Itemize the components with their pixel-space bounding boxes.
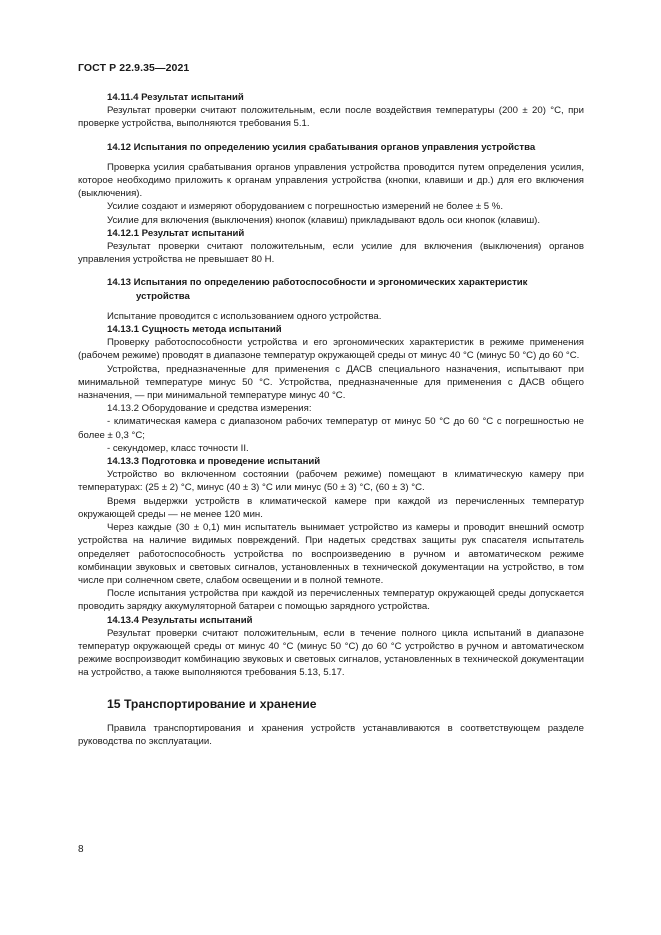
heading-14-13-1: 14.13.1 Сущность метода испытаний [107, 324, 282, 336]
heading-14-12: 14.12 Испытания по определению усилия срабатывания органов управления устройства [107, 141, 536, 153]
list-item: - секундомер, класс точности II. [107, 442, 249, 454]
heading-14-12-1: 14.12.1 Результат испытаний [107, 227, 245, 239]
paragraph: Устройства, предназначенные для применения с ДАСВ специального назначения, испытывают при минимальной температуре минус 50 °С. Устройства, предназначенные для применения с ДАСВ общего назначения, — при минимальной температуре минус 40 °С. [78, 363, 584, 402]
paragraph: Устройство во включенном состоянии (рабочем режиме) помещают в климатическую камеру при температурах: (25 ± 2) °С, минус (40 ± 3) °С или минус (50 ± 3) °С, (60 ± 3) °С. [78, 469, 584, 494]
paragraph: Результат проверки считают положительным, если усилие для включения (выключения) органов управления устройства не превышает 80 Н. [78, 241, 584, 266]
heading-14-13-4: 14.13.4 Результаты испытаний [107, 614, 253, 626]
list-item: - климатическая камера с диапазоном рабочих температур от минус 50 °С до 60 °С с погрешностью не более ± 0,3 °С; [78, 416, 584, 441]
paragraph: Проверка усилия срабатывания органов управления устройства проводится путем определения усилия, которое необходимо приложить к органам управления устройства (кнопки, клавиши и др.) для его включения (выключения). [78, 161, 584, 200]
document-body [78, 91, 584, 748]
paragraph: Правила транспортирования и хранения устройств устанавливаются в соответствующем разделе руководства по эксплуатации. [78, 722, 584, 747]
document-header: ГОСТ Р 22.9.35—2021 [78, 62, 190, 74]
paragraph: Результат проверки считают положительным, если после воздействия температуры (200 ± 20) °С, при проверке устройства, выполняются требования 5.1. [78, 105, 584, 130]
paragraph: Результат проверки считают положительным, если в течение полного цикла испытаний в диапазоне температур окружающей среды от минус 40 °С (минус 50 °С) до 60 °С устройство в ручном и автоматическом режиме воспроизводит комбинацию звуковых и световых сигналов, установленных в технической документации на устройство, а также выполняются требования 5.13, 5.17. [78, 627, 584, 679]
heading-14-13-2: 14.13.2 Оборудование и средства измерения: [107, 403, 312, 415]
paragraph: Усилие создают и измеряют оборудованием с погрешностью измерений не более ± 5 %. [107, 201, 503, 213]
paragraph: Испытание проводится с использованием одного устройства. [107, 310, 382, 322]
heading-14-11-4: 14.11.4 Результат испытаний [107, 92, 244, 103]
heading-14-13-3: 14.13.3 Подготовка и проведение испытаний [107, 456, 321, 468]
paragraph: Через каждые (30 ± 0,1) мин испытатель вынимает устройство из камеры и проводит внешний осмотр устройства на наличие видимых повреждений. При надетых средствах защиты рук спасателя испытатель определяет работоспособность устройства по воспроизведению в ручном и автоматическом режиме комбинации звуковых и световых сигналов, установленных в технической документации на устройство, в том числе при солнечном свете, слабом освещении и в полной темноте. [78, 522, 584, 586]
paragraph: Время выдержки устройств в климатической камере при каждой из перечисленных температур окружающей среды — не менее 120 мин. [78, 495, 584, 520]
paragraph: Усилие для включения (выключения) кнопок (клавиш) прикладывают вдоль оси кнопок (клавиш). [107, 214, 541, 226]
page-number: 8 [78, 844, 84, 855]
paragraph: После испытания устройства при каждой из перечисленных температур окружающей среды допускается проводить зарядку аккумуляторной батареи с помощью зарядного устройства. [78, 588, 584, 613]
heading-14-13-cont: устройства [136, 290, 190, 302]
section-15-title: 15 Транспортирование и хранение [107, 696, 317, 711]
heading-14-13: 14.13 Испытания по определению работоспособности и эргономических характеристик [107, 277, 528, 289]
paragraph: Проверку работоспособности устройства и его эргономических характеристик в режиме применения (рабочем режиме) проводят в диапазоне температур окружающей среды от минус 40 °С (минус 50 °С) до 60 °С. [78, 337, 584, 362]
